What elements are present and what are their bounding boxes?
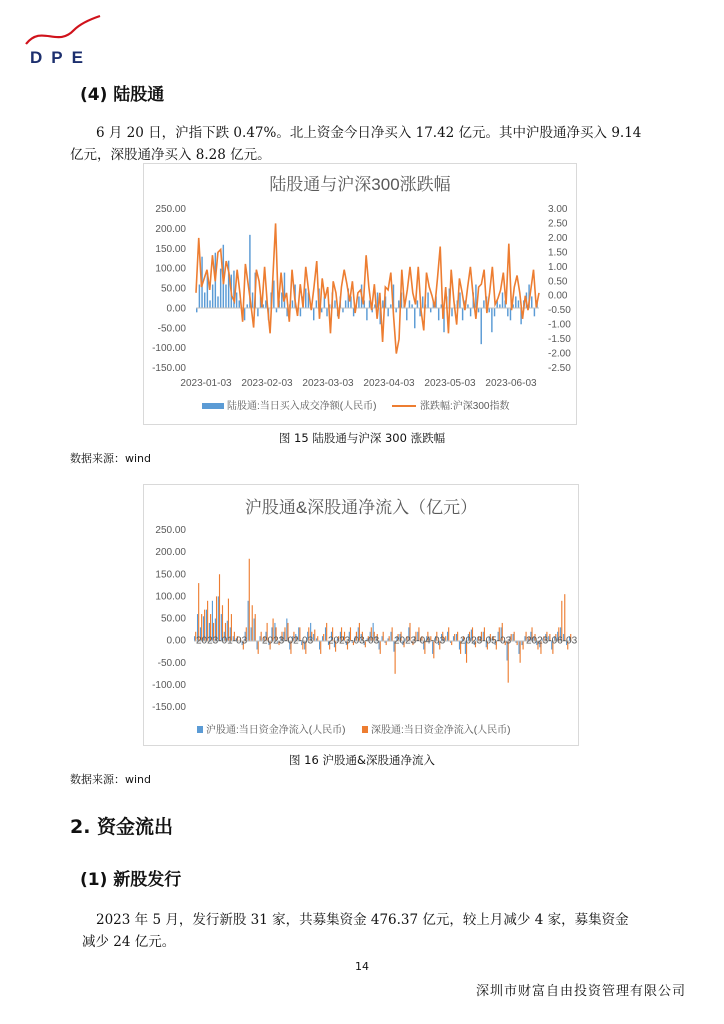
chart15-bar	[382, 300, 383, 308]
chart15-bar	[417, 300, 418, 308]
chart15-right-tick: 0.00	[548, 290, 568, 302]
chart15-svg	[144, 164, 576, 424]
chart15-bar	[257, 308, 258, 316]
chart16-bar-sh	[456, 634, 457, 641]
chart15-bar	[284, 273, 285, 309]
chart16-bar-sh	[453, 636, 454, 640]
chart15-bar	[470, 308, 471, 316]
chart16-bar-sz	[454, 634, 455, 641]
chart15-bar	[491, 308, 492, 332]
chart16-left-tick: 100.00	[155, 591, 186, 603]
chart15-bar	[534, 308, 535, 316]
chart15-right-tick: 0.50	[548, 276, 568, 288]
chart15-right-tick: -1.00	[548, 319, 571, 331]
chart15-bar	[313, 308, 314, 320]
chart15-bar	[438, 308, 439, 320]
chart16-bar-sh	[248, 601, 249, 641]
chart15-right-tick: 2.50	[548, 218, 568, 230]
chart15-bar	[225, 285, 226, 309]
chart15-bar	[481, 308, 482, 344]
chart15-bar	[502, 292, 503, 308]
chart16-bar-sz	[392, 627, 393, 640]
chart15-bar	[292, 300, 293, 308]
chart15-left-tick: -150.00	[152, 363, 186, 374]
chart16-x-tick: 2023-05-03	[460, 635, 512, 647]
chart16-bar-sz	[457, 632, 458, 641]
chart15-bar	[507, 308, 508, 316]
chart15-legend-bar: 陆股通:当日买入成交净额(人民币)	[227, 401, 377, 412]
chart16-bar-sz	[448, 627, 449, 640]
chart15-bar	[366, 308, 367, 320]
chart15-bar	[398, 300, 399, 308]
chart16-bar-sh	[387, 638, 388, 640]
chart16-bar-sz	[523, 641, 524, 650]
chart15-bar	[209, 300, 210, 308]
chart15-bar	[204, 292, 205, 308]
chart16-bar-sz	[317, 636, 318, 640]
chart15-bar	[244, 308, 245, 320]
chart15-x-tick: 2023-01-03	[180, 378, 232, 389]
paragraph-line: 2023 年 5 月，发行新股 31 家，共募集资金 476.37 亿元，较上月减少 4 家，募集资金	[96, 912, 629, 928]
chart15-bar	[478, 308, 479, 312]
chart16-bar-sz	[258, 641, 259, 654]
chart16-left-tick: -100.00	[152, 679, 186, 691]
chart15-bar	[483, 300, 484, 308]
chart15-bar	[451, 308, 452, 316]
chart15-x-tick: 2023-02-03	[241, 378, 293, 389]
chart15-bar	[220, 269, 221, 309]
chart15-bar	[358, 296, 359, 308]
chart15-left-tick: -50.00	[157, 323, 186, 335]
chart15-left-tick: 200.00	[155, 223, 186, 235]
chart15-bar	[276, 308, 277, 312]
chart15-left-tick: 100.00	[155, 263, 186, 275]
section-heading-lugutong: (4) 陆股通	[80, 85, 165, 105]
chart15-x-tick: 2023-05-03	[424, 378, 476, 389]
chart16-left-tick: 50.00	[160, 613, 186, 625]
chart15-right-tick: 2.00	[548, 232, 568, 244]
chart16-svg	[144, 485, 578, 745]
outflow-paragraph	[70, 909, 670, 953]
chart16-x-tick: 2023-06-03	[526, 635, 578, 647]
chart16-left-tick: 150.00	[155, 569, 186, 581]
chart16-legend-sh-swatch	[197, 726, 203, 733]
chart15-bar	[326, 308, 327, 316]
chart16-legend-sz: 深股通:当日资金净流入(人民币)	[371, 725, 511, 736]
chart15-left-tick: 0.00	[166, 303, 186, 315]
chart16-bar-sh	[254, 619, 255, 641]
chart16-bar-sh	[251, 627, 252, 640]
paragraph-line: 亿元，深股通净买入 8.28 亿元。	[70, 147, 271, 163]
chart15-right-tick: -1.50	[548, 334, 571, 346]
chart15-right-tick: -0.50	[548, 305, 571, 317]
chart15-bar	[395, 308, 396, 312]
chart16-bar-sh	[322, 636, 323, 640]
chart16-left-tick: -150.00	[152, 702, 186, 713]
chart16-bar-sz	[252, 605, 253, 640]
chart15-bar	[406, 308, 407, 320]
chart15-bar	[430, 308, 431, 312]
chart16-bar-sz	[323, 634, 324, 641]
chart16-bar-sh	[518, 641, 519, 654]
chart15-bar	[212, 285, 213, 309]
chart16-bar-sh	[313, 634, 314, 641]
chart15-bar	[345, 300, 346, 308]
chart16-bar-sh	[390, 632, 391, 641]
chart16-title: 沪股通&深股通净流入（亿元）	[244, 498, 478, 517]
chart16-legend-sz-swatch	[362, 726, 368, 733]
chart16-bar-sh	[512, 634, 513, 641]
chart15-bar	[273, 281, 274, 309]
chart15-right-tick: 3.00	[548, 204, 568, 215]
chart15-right-tick: -2.00	[548, 348, 571, 360]
chart15-bar	[342, 308, 343, 312]
chart15-bar	[305, 289, 306, 309]
chart16-bar-sz	[249, 559, 250, 641]
chart15-bar	[462, 308, 463, 320]
chart15-series-line	[196, 223, 539, 353]
chart16-bar-sh	[382, 636, 383, 640]
chart16-left-tick: 0.00	[166, 635, 186, 647]
chart16-x-tick: 2023-01-03	[196, 635, 248, 647]
chart16-caption: 图 16 沪股通&深股通净流入	[289, 753, 435, 767]
chart15-title: 陆股通与沪深300涨跌幅	[269, 175, 451, 194]
chart16-bar-sh	[325, 627, 326, 640]
chart16-bar-sh	[257, 641, 258, 650]
chart16-x-tick: 2023-03-03	[328, 635, 380, 647]
chart15-bar	[494, 308, 495, 316]
chart15-legend-line: 涨跌幅:沪深300指数	[420, 401, 510, 412]
chart16-bar-sz	[383, 632, 384, 641]
chart16-left-tick: 250.00	[155, 525, 186, 536]
logo-text: DPE	[30, 48, 92, 67]
chart15-bar	[518, 300, 519, 308]
chart15-bar	[531, 296, 532, 308]
company-name: 深圳市财富自由投资管理有限公司	[475, 984, 686, 999]
chart15-bar	[427, 292, 428, 308]
chart16-bar-sz	[198, 583, 199, 641]
chart15-bar	[414, 308, 415, 328]
chart16-bar-sh	[447, 632, 448, 641]
chart15-bar	[316, 300, 317, 308]
logo-swoosh-icon	[26, 16, 100, 44]
chart15-bar	[459, 292, 460, 308]
chart15-bar	[252, 292, 253, 308]
chart16-bar-sz	[255, 614, 256, 641]
chart15-right-tick: 1.50	[548, 247, 568, 259]
chart15-bar	[239, 300, 240, 308]
chart16-bar-sh	[259, 636, 260, 640]
chart16-x-tick: 2023-02-03	[262, 635, 314, 647]
chart16-bar-sz	[445, 636, 446, 640]
chart16-bar-sz	[219, 574, 220, 640]
chart16-bar-sz	[508, 641, 509, 683]
chart15-bar	[515, 296, 516, 308]
chart15-bar	[321, 308, 322, 312]
chart16-bar-sz	[216, 596, 217, 640]
chart16-bar-sz	[380, 641, 381, 654]
chart15-bar	[488, 308, 489, 312]
chart15-bar	[387, 308, 388, 316]
chart16-bar-sh	[316, 638, 317, 640]
chart16-bar-sh	[194, 636, 195, 640]
paragraph-line: 6 月 20 日，沪指下跌 0.47%。北上资金今日净买入 17.42 亿元。其中沪股通净买入 9.14	[96, 125, 642, 141]
chart16-bar-sz	[320, 641, 321, 654]
chart16-bar-sz	[520, 641, 521, 663]
chart15-legend-bar-swatch	[202, 403, 224, 409]
chart15-bar	[409, 300, 410, 308]
chart15-left-tick: 50.00	[160, 283, 186, 295]
chart15-bar	[334, 300, 335, 308]
lugutong-paragraph	[70, 122, 670, 166]
chart16-container	[143, 484, 579, 746]
chart16-bar-sz	[389, 636, 390, 640]
chart15-left-tick: 150.00	[155, 243, 186, 255]
chart15-bar	[236, 292, 237, 308]
chart15-bar	[281, 292, 282, 308]
chart15-container	[143, 163, 577, 425]
chart15-caption: 图 15 陆股通与沪深 300 涨跌幅	[278, 431, 446, 445]
chart15-bar	[217, 296, 218, 308]
chart16-left-tick: 200.00	[155, 547, 186, 559]
chart16-left-tick: -50.00	[157, 657, 186, 669]
chart15-x-tick: 2023-04-03	[363, 378, 415, 389]
chart16-bar-sh	[319, 641, 320, 650]
chart16-bar-sz	[228, 599, 229, 641]
paragraph-line: 减少 24 亿元。	[82, 934, 176, 950]
chart16-bar-sz	[314, 630, 315, 641]
chart15-source: 数据来源：wind	[70, 452, 152, 465]
section-heading-outflow: 2. 资金流出	[70, 816, 174, 838]
chart16-bar-sh	[218, 596, 219, 640]
page-number: 14	[355, 960, 369, 973]
chart15-right-tick: 1.00	[548, 261, 568, 273]
chart15-left-tick: 250.00	[155, 204, 186, 215]
chart15-x-tick: 2023-06-03	[485, 378, 537, 389]
section-subheading-ipo: (1) 新股发行	[80, 870, 182, 890]
chart16-legend-sh: 沪股通:当日资金净流入(人民币)	[206, 725, 346, 736]
chart15-bar	[196, 308, 197, 312]
chart15-x-tick: 2023-03-03	[302, 378, 354, 389]
chart15-right-tick: -2.50	[548, 363, 571, 374]
chart15-bar	[199, 285, 200, 309]
chart16-bar-sz	[514, 632, 515, 641]
chart15-left-tick: -100.00	[152, 343, 186, 355]
chart16-source: 数据来源：wind	[70, 773, 152, 786]
chart16-x-tick: 2023-04-03	[394, 635, 446, 647]
chart16-bar-sz	[564, 594, 565, 640]
chart15-bar	[422, 296, 423, 308]
chart15-bar	[300, 308, 301, 316]
